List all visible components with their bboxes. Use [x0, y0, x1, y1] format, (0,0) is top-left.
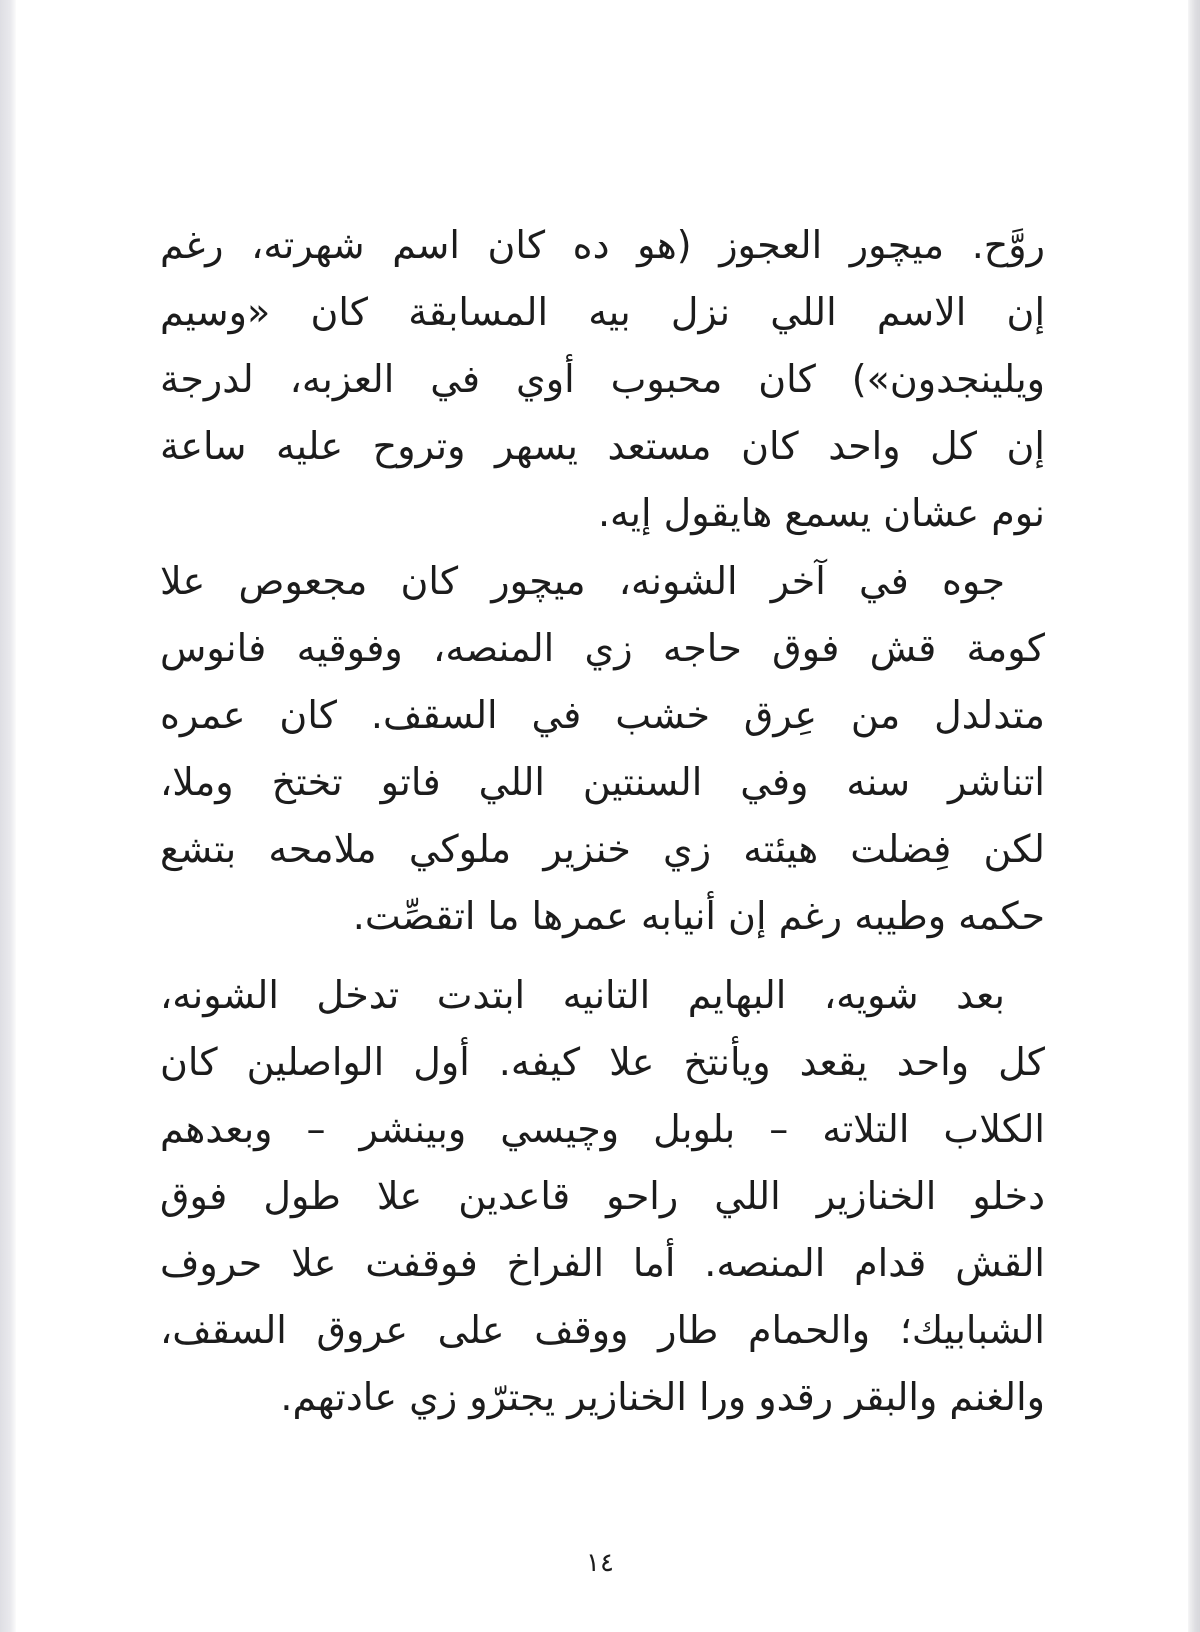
text-line: الشبابيك؛ والحمام طار ووقف على عروق السقف، [160, 1308, 1045, 1352]
text-line: كومة قش فوق حاجه زي المنصه، وفوقيه فانوس [160, 626, 1045, 670]
text-line: بعد شويه، البهايم التانيه ابتدت تدخل الشونه، [160, 973, 1005, 1017]
text-line: ويلينجدون») كان محبوب أوي في العزبه، لدرجة [160, 357, 1045, 401]
paragraph-1 [160, 212, 1045, 547]
text-line: كل واحد يقعد ويأنتخ علا كيفه. أول الواصلين كان [160, 1040, 1045, 1084]
text-line: دخلو الخنازير اللي راحو قاعدين علا طول فوق [160, 1174, 1045, 1218]
text-line: حكمه وطيبه رغم إن أنيابه عمرها ما اتقصِّت. [352, 894, 1045, 938]
text-line: اتناشر سنه وفي السنتين اللي فاتو تختخ وملا، [160, 760, 1045, 804]
text-line: إن كل واحد كان مستعد يسهر وتروح عليه ساعة [160, 424, 1045, 468]
text-line: القش قدام المنصه. أما الفراخ فوقفت علا حروف [160, 1241, 1045, 1285]
text-line: روَّح. ميچور العجوز (هو ده كان اسم شهرته، رغم [160, 223, 1045, 267]
text-line: الكلاب التلاته – بلوبل وچيسي وبينشر – وبعدهم [160, 1107, 1045, 1151]
paragraph-2 [160, 548, 1045, 950]
paragraph-3 [160, 962, 1045, 1431]
text-line: إن الاسم اللي نزل بيه المسابقة كان «وسيم [160, 290, 1045, 334]
text-line: لكن فِضلت هيئته زي خنزير ملوكي ملامحه بتشع [160, 827, 1045, 871]
page-number: ١٤ [586, 1548, 614, 1578]
text-line: متدلدل من عِرق خشب في السقف. كان عمره [160, 693, 1045, 737]
text-line: نوم عشان يسمع هايقول إيه. [597, 491, 1045, 535]
text-line: جوه في آخر الشونه، ميچور كان مجعوص علا [160, 559, 1005, 603]
text-line: والغنم والبقر رقدو ورا الخنازير يجترّو زي عادتهم. [280, 1375, 1045, 1419]
